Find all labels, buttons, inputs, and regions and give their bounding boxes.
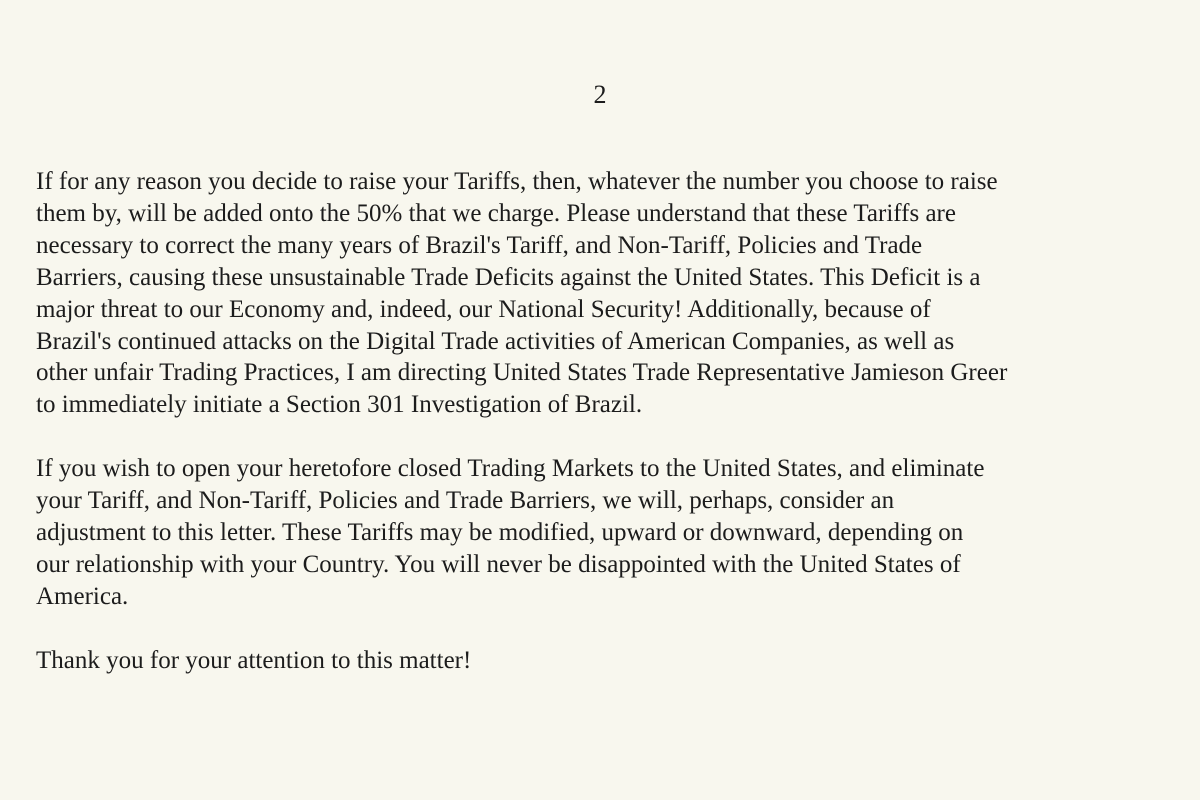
paragraph-spacer	[36, 421, 1186, 453]
text-line: your Tariff, and Non-Tariff, Policies and Trade Barriers, we will, perhaps, consider an	[36, 487, 895, 515]
text-line: If you wish to open your heretofore closed Trading Markets to the United States, and eliminate	[36, 455, 985, 483]
text-line: our relationship with your Country. You will never be disappointed with the United States of	[36, 550, 961, 578]
text-line: Brazil's continued attacks on the Digital Trade activities of American Companies, as well as	[36, 327, 955, 355]
text-line: Barriers, causing these unsustainable Trade Deficits against the United States. This Deficit is a	[36, 263, 981, 291]
paragraph-tariff-warning	[36, 166, 1186, 421]
text-line: America.	[36, 582, 129, 610]
paragraph-open-markets	[36, 453, 1186, 613]
page-number: 2	[593, 80, 607, 109]
text-line: necessary to correct the many years of Brazil's Tariff, and Non-Tariff, Policies and Trade	[36, 231, 923, 259]
text-line: them by, will be added onto the 50% that we charge. Please understand that these Tariffs are	[36, 199, 956, 227]
text-line: other unfair Trading Practices, I am directing United States Trade Representative Jamieson Greer	[36, 359, 1008, 387]
text-line: major threat to our Economy and, indeed, our National Security! Additionally, because of	[36, 295, 931, 323]
letter-body	[36, 166, 1186, 677]
text-line: If for any reason you decide to raise your Tariffs, then, whatever the number you choose to raise	[36, 168, 998, 195]
paragraph-closing	[36, 645, 1186, 677]
paragraph-spacer	[36, 613, 1186, 645]
text-line: Thank you for your attention to this matter!	[36, 646, 472, 674]
text-line: adjustment to this letter. These Tariffs may be modified, upward or downward, depending on	[36, 519, 964, 547]
text-line: to immediately initiate a Section 301 Investigation of Brazil.	[36, 391, 643, 419]
